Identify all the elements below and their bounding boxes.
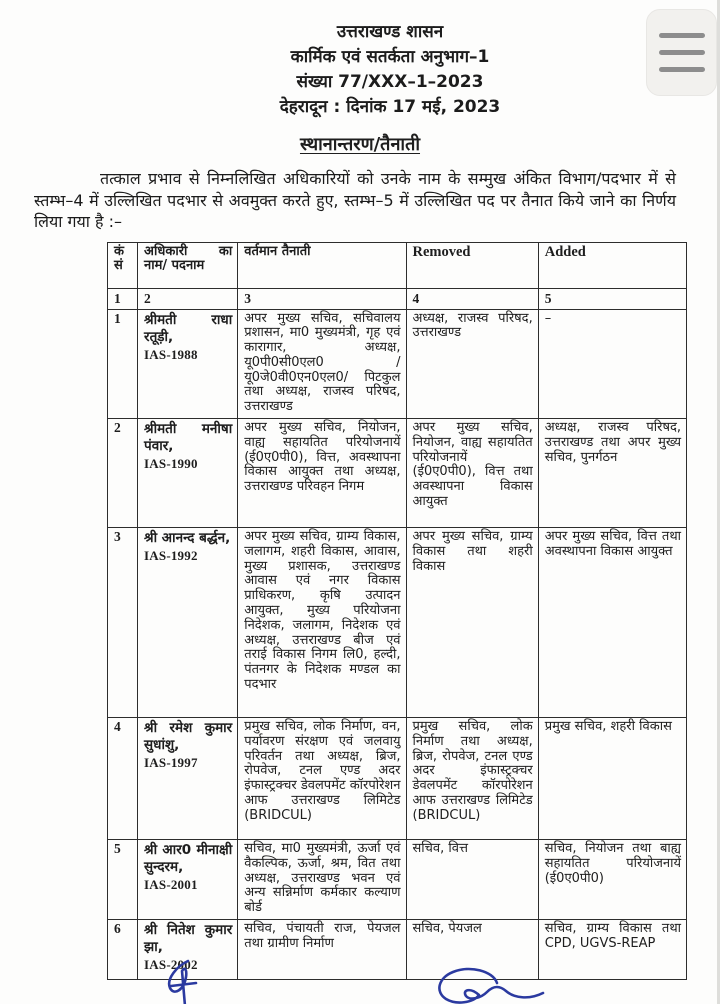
removed-cell: अपर मुख्य सचिव, नियोजन, वाह्य सहायतित परियोजनायें (ई0ए0पी0), वित्त तथा अवस्थापना विकास आयुक्त <box>406 419 538 528</box>
table-row <box>108 528 687 718</box>
officer-name-cell: श्रीमती राधा रतूड़ी, IAS-1988 <box>138 309 238 419</box>
removed-cell: प्रमुख सचिव, लोक निर्माण तथा अध्यक्ष, ब्रिज, रोपवेज, टनल एण्ड अदर इंफास्ट्रक्चर डेवलपमेंट कॉरपोरेशन आफ उत्तराखण्ड लिमिटेड (BRIDCUL) <box>406 718 538 840</box>
document-title: स्थानान्तरण/तैनाती <box>299 134 421 155</box>
letterhead <box>90 0 690 120</box>
current-posting-cell: सचिव, पंचायती राज, पेयजल तथा ग्रामीण निर्माण <box>238 920 406 980</box>
table-row <box>108 419 687 528</box>
added-cell: – <box>538 309 686 419</box>
column-number-row: 1 2 3 4 5 <box>108 288 687 309</box>
header-added: Added <box>538 242 686 288</box>
row-serial: 6 <box>108 920 138 980</box>
officer-batch: IAS-2001 <box>144 877 198 893</box>
row-serial: 3 <box>108 528 138 718</box>
intro-paragraph: तत्काल प्रभाव से निम्नलिखित अधिकारियों को उनके नाम के सम्मुख अंकित विभाग/पदभार में से स्तम्भ–4 में उल्लिखित पदभार से अवमुक्त करते हुए, स्तम्भ–5 में उल्लिखित पद पर तैनात किये जाने का निर्णय लिया गया है :– <box>34 169 676 231</box>
agency-name: उत्तराखण्ड शासन <box>336 22 444 42</box>
signature-ink-left <box>171 983 196 986</box>
officer-batch: IAS-1988 <box>144 346 198 362</box>
added-cell: अपर मुख्य सचिव, वित्त तथा अवस्थापना विकास आयुक्त <box>538 528 686 718</box>
row-serial: 2 <box>108 419 138 528</box>
officer-name-cell: श्री रमेश कुमार सुधांशु, IAS-1997 <box>138 718 238 840</box>
removed-cell: सचिव, वित्त <box>406 840 538 920</box>
header-removed: Removed <box>406 242 538 288</box>
current-posting-cell: अपर मुख्य सचिव, ग्राम्य विकास, जलागम, शहरी विकास, आवास, मुख्य प्रशासक, उत्तराखण्ड आवास एवं नगर विकास प्राधिकरण, कृषि उत्पादन आयुक्त, मुख्य परियोजना निदेशक, जलागम, निदेशक एवं अध्यक्ष, उत्तराखण्ड बीज एवं तराई विकास निगम लि0, हल्दी, पंतनगर के निदेशक मण्डल का पदभार <box>238 528 406 718</box>
row-serial: 5 <box>108 840 138 920</box>
hamburger-menu-icon <box>659 33 705 38</box>
hamburger-menu-button[interactable] <box>646 9 717 96</box>
added-cell: सचिव, ग्राम्य विकास तथा CPD, UGVS-REAP <box>538 920 686 980</box>
current-posting-cell: सचिव, मा0 मुख्यमंत्री, ऊर्जा एवं वैकल्पिक, ऊर्जा, श्रम, वित तथा अध्यक्ष, उत्तराखण्ड भवन एवं अन्य सन्निर्माण कर्मकार कल्याण बोर्ड <box>238 840 406 920</box>
officer-batch: IAS-1990 <box>144 456 198 472</box>
officer-batch: IAS-2002 <box>144 957 198 973</box>
table-row <box>108 920 687 980</box>
hamburger-menu-icon <box>659 50 705 55</box>
current-posting-cell: प्रमुख सचिव, लोक निर्माण, वन, पर्यावरण संरक्षण एवं जलवायु परिवर्तन तथा अध्यक्ष, ब्रिज, रोपवेज, टनल एण्ड अदर इंफास्ट्रक्चर डेवलपमेंट कॉरपोरेशन आफ उत्तराखण्ड लिमिटेड (BRIDCUL) <box>238 718 406 840</box>
officer-batch: IAS-1997 <box>144 755 198 771</box>
transfer-table <box>107 242 687 981</box>
table-row <box>108 718 687 840</box>
removed-cell: सचिव, पेयजल <box>406 920 538 980</box>
header-current-posting: वर्तमान तैनाती <box>238 242 406 288</box>
header-serial: कं सं <box>108 242 138 288</box>
added-cell: अध्यक्ष, राजस्व परिषद, उत्तराखण्ड तथा अपर मुख्य सचिव, पुनर्गठन <box>538 419 686 528</box>
officer-batch: IAS-1992 <box>144 548 198 564</box>
officer-name-cell: श्री आनन्द बर्द्धन, IAS-1992 <box>138 528 238 718</box>
header-officer-name: अधिकारी का नाम/ पदनाम <box>138 242 238 288</box>
reference-number: संख्या 77/XXX–1–2023 <box>296 72 484 92</box>
place-date-line: देहरादून : दिनांक 17 मई, 2023 <box>279 97 501 117</box>
row-serial: 1 <box>108 309 138 419</box>
current-posting-cell: अपर मुख्य सचिव, सचिवालय प्रशासन, मा0 मुख्यमंत्री, गृह एवं कारागार, अध्यक्ष, यू0पी0सी0एल0 / यू0जे0वी0एन0एल0/ पिटकुल तथा अध्यक्ष, राजस्व परिषद, उत्तराखण्ड <box>238 309 406 419</box>
table-row <box>108 840 687 920</box>
current-posting-cell: अपर मुख्य सचिव, नियोजन, वाह्य सहायतित परियोजनायें (ई0ए0पी0), वित्त, अवस्थापना विकास आयुक्त तथा अध्यक्ष, उत्तराखण्ड परिवहन निगम <box>238 419 406 528</box>
officer-name-cell: श्री नितेश कुमार झा, IAS-2002 <box>138 920 238 980</box>
table-header-row <box>108 242 687 288</box>
department-line: कार्मिक एवं सतर्कता अनुभाग–1 <box>290 47 490 67</box>
hamburger-menu-icon <box>659 67 705 72</box>
officer-name-cell: श्रीमती मनीषा पंवार, IAS-1990 <box>138 419 238 528</box>
added-cell: प्रमुख सचिव, शहरी विकास <box>538 718 686 840</box>
officer-name-cell: श्री आर0 मीनाक्षी सुन्दरम, IAS-2001 <box>138 840 238 920</box>
table-row <box>108 309 687 419</box>
row-serial: 4 <box>108 718 138 840</box>
added-cell: सचिव, नियोजन तथा बाह्य सहायतित परियोजनायें (ई0ए0पी0) <box>538 840 686 920</box>
removed-cell: अध्यक्ष, राजस्व परिषद, उत्तराखण्ड <box>406 309 538 419</box>
removed-cell: अपर मुख्य सचिव, ग्राम्य विकास तथा शहरी विकास <box>406 528 538 718</box>
